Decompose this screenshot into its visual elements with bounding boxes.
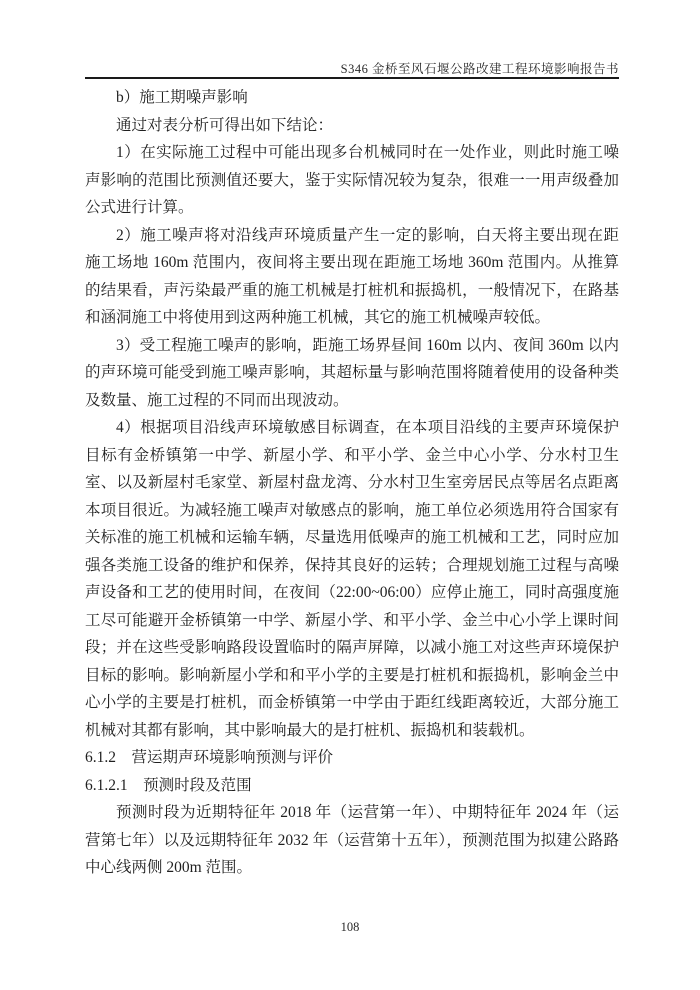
header-divider — [85, 77, 619, 79]
list-item-3: 3）受工程施工噪声的影响，距施工场界昼间 160m 以内、夜间 360m 以内的声环境可能受到施工噪声影响，其超标量与影响范围将随着使用的设备种类及数量、施工过程的不同而出现波动。 — [85, 336, 619, 409]
list-item-2: 2）施工噪声将对沿线声环境质量产生一定的影响，白天将主要出现在距施工场地 160m 范围内，夜间将主要出现在距施工场地 360m 范围内。从推算的结果看，声污染最严重的施工机械是打桩机和振捣机，一般情况下，在路基和涵洞施工中将使用到这两种施工机械，其它的施工机械噪声较低。 — [85, 226, 619, 326]
section-heading-6-1-2-1: 6.1.2.1 预测时段及范围 — [85, 776, 252, 794]
paragraph-conclusion-intro: 通过对表分析可得出如下结论： — [116, 116, 334, 134]
document-body — [85, 84, 619, 882]
page-number: 108 — [340, 920, 360, 934]
paragraph-construction-noise-heading: b）施工期噪声影响 — [116, 89, 248, 106]
paragraph-prediction-period: 预测时段为近期特征年 2018 年（运营第一年）、中期特征年 2024 年（运营第七年）以及远期特征年 2032 年（运营第十五年），预测范围为拟建公路路中心线两侧 200m 范围。 — [85, 804, 619, 876]
running-header-title: S346 金桥至风石堰公路改建工程环境影响报告书 — [340, 62, 619, 76]
page-footer — [0, 920, 700, 935]
section-heading-6-1-2: 6.1.2 营运期声环境影响预测与评价 — [85, 749, 334, 766]
list-item-4: 4）根据项目沿线声环境敏感目标调查，在本项目沿线的主要声环境保护目标有金桥镇第一中学、新屋小学、和平小学、金兰中心小学、分水村卫生室、以及新屋村毛家堂、新屋村盘龙湾、分水村卫生室旁居民点等居名点距离本项目很近。为减轻施工噪声对敏感点的影响，施工单位必须选用符合国家有关标准的施工机械和运输车辆，尽量选用低噪声的施工机械和工艺，同时应加强各类施工设备的维护和保养，保持其良好的运转；合理规划施工过程与高噪声设备和工艺的使用时间，在夜间（22:00~06:00）应停止施工，同时高强度施工尽可能避开金桥镇第一中学、新屋小学、和平小学、金兰中心小学上课时间段；并在这些受影响路段设置临时的隔声屏障，以减小施工对这些声环境保护目标的影响。影响新屋小学和和平小学的主要是打桩机和振捣机，影响金兰中心小学的主要是打桩机，而金桥镇第一中学由于距红线距离较近，大部分施工机械对其都有影响，其中影响最大的是打桩机、振捣机和装载机。 — [85, 419, 619, 739]
list-item-1: 1）在实际施工过程中可能出现多台机械同时在一处作业，则此时施工噪声影响的范围比预测值还要大，鉴于实际情况较为复杂，很难一一用声级叠加公式进行计算。 — [85, 144, 619, 216]
